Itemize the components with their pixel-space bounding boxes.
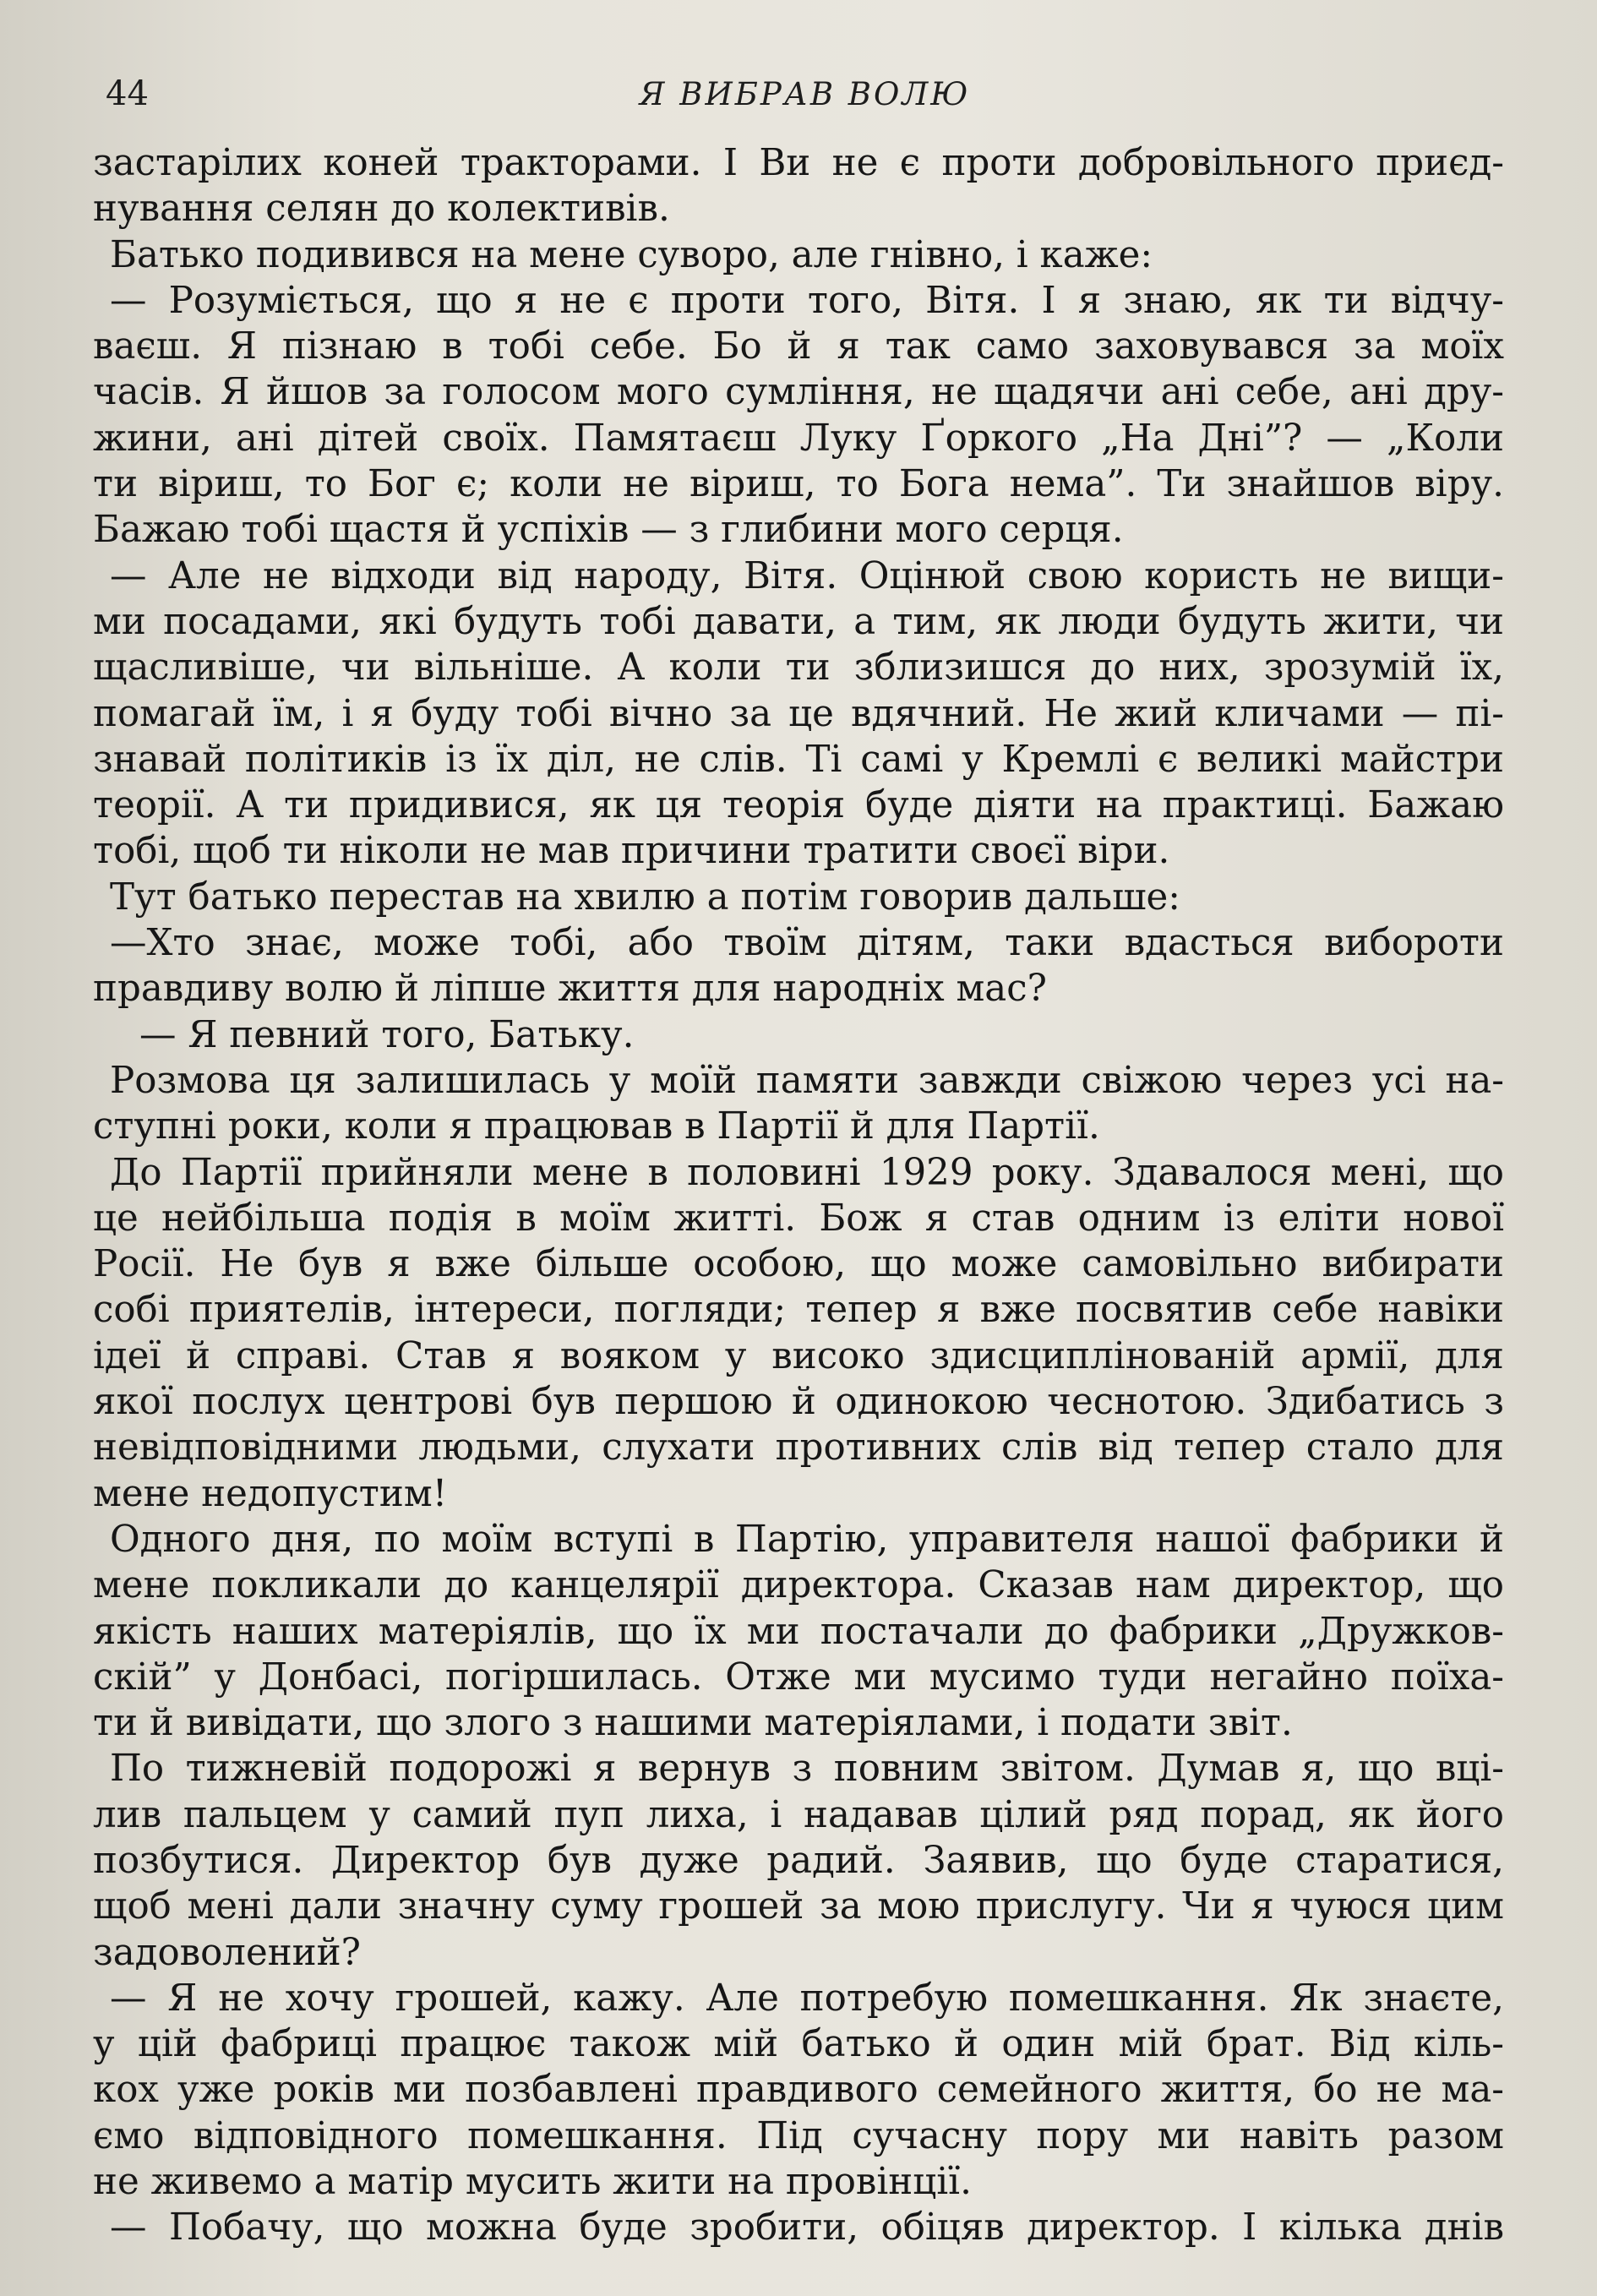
text-line: Бажаю тобі щастя й успіхів — з глибини мого серця. [93,509,1124,552]
text-line: —Хто знає, може тобі, або твоїм дітям, таки вдасться вибороти [110,922,1504,965]
text-line: — Розуміється, що я не є проти того, Вітя. І я знаю, як ти відчу- [110,279,1504,322]
text-line: застарілих коней тракторами. І Ви не є проти добровільного приєд- [93,142,1504,184]
text-line: кох уже років ми позбавлені правдивого семейного життя, бо не ма- [93,2069,1504,2112]
text-line: мене покликали до канцелярії директора. Сказав нам директор, що [93,1564,1504,1607]
text-line: правдиву волю й ліпше життя для народніх мас? [93,968,1047,1011]
running-title: Я ВИБРАВ ВОЛЮ [639,76,971,112]
text-line: лив пальцем у самий пуп лиха, і надавав цілий ряд порад, як його [93,1793,1504,1836]
text-line: ти віриш, то Бог є; коли не віриш, то Бога нема”. Ти знайшов віру. [93,463,1504,506]
text-line: у цій фабриці працює також мій батько й один мій брат. Від кіль- [93,2023,1504,2066]
text-line: якої послух центрові був першою й одинокою чеснотою. Здибатись з [93,1381,1504,1424]
text-line: ідеї й справі. Став я вояком у високо здисциплінованій армії, для [93,1334,1504,1377]
page-header [106,74,1504,125]
text-line: мене недопустим! [93,1472,448,1515]
text-line: невідповідними людьми, слухати противних слів від тепер стало для [93,1426,1504,1470]
text-line: щоб мені дали значну суму грошей за мою прислугу. Чи я чуюся цим [93,1885,1504,1928]
text-line: Росії. Не був я вже більше особою, що може самовільно вибирати [93,1243,1504,1286]
text-line: не живемо а матір мусить жити на провінції. [93,2161,972,2204]
text-line: Одного дня, по моїм вступі в Партію, управителя нашої фабрики й [110,1518,1504,1561]
body-text [93,140,1504,2251]
text-line: ваєш. Я пізнаю в тобі себе. Бо й я так само заховувався за моїх [93,325,1504,368]
text-line: тобі, щоб ти ніколи не мав причини тратити своєї віри. [93,830,1170,873]
text-line: це нейбільша подія в моїм житті. Бож я став одним із еліти нової [93,1197,1504,1240]
text-line: скій” у Донбасі, погіршилась. Отже ми мусимо туди негайно поїха- [93,1655,1504,1699]
text-line: теорії. А ти придивися, як ця теорія буде діяти на практиці. Бажаю [93,784,1504,827]
text-line: щасливіше, чи вільніше. А коли ти зблизишся до них, зрозумій їх, [93,646,1504,690]
text-line: — Я не хочу грошей, кажу. Але потребую помешкання. Як знаєте, [110,1977,1504,2020]
text-line: ємо відповідного помешкання. Під сучасну пору ми навіть разом [93,2114,1504,2157]
text-line: Розмова ця залишилась у моїй памяти завжди свіжою через усі на- [110,1059,1504,1102]
text-line: По тижневій подорожі я вернув з повним звітом. Думав я, що вці- [110,1748,1504,1791]
text-line: часів. Я йшов за голосом мого сумління, не щадячи ані себе, ані дру- [93,371,1504,414]
text-line: якість наших матеріялів, що їх ми постачали до фабрики „Дружков- [93,1610,1504,1653]
text-line: Батько подивився на мене суворо, але гнівно, і каже: [110,233,1153,276]
text-line: — Але не відходи від народу, Вітя. Оцінюй свою користь не вищи- [110,554,1504,597]
text-line: задоволений? [93,1931,361,1974]
text-line: — Побачу, що можна буде зробити, обіцяв директор. І кілька днів [110,2206,1504,2250]
text-line: жини, ані дітей своїх. Памятаєш Луку Ґоркого „На Дні”? — „Коли [93,417,1504,460]
text-line: До Партії прийняли мене в половині 1929 року. Здавалося мені, що [110,1151,1504,1194]
text-line: нування селян до колективів. [93,188,670,231]
text-line: знавай політиків із їх діл, не слів. Ті самі у Кремлі є великі майстри [93,738,1504,781]
text-line: позбутися. Директор був дуже радий. Заявив, що буде старатися, [93,1839,1504,1882]
text-line: помагай їм, і я буду тобі вічно за це вдячний. Не жий кличами — пі- [93,692,1504,735]
text-line: ми посадами, які будуть тобі давати, а тим, як люди будуть жити, чи [93,600,1504,643]
text-line: ступні роки, коли я працював в Партії й для Партії. [93,1105,1100,1148]
page-number: 44 [106,74,149,113]
text-line: Тут батько перестав на хвилю а потім говорив дальше: [110,875,1180,919]
text-line: ти й вивідати, що злого з нашими матеріялами, і подати звіт. [93,1702,1293,1745]
text-line: собі приятелів, інтереси, погляди; тепер я вже посвятив себе навіки [93,1289,1504,1332]
text-line: — Я певний того, Батьку. [139,1013,635,1056]
